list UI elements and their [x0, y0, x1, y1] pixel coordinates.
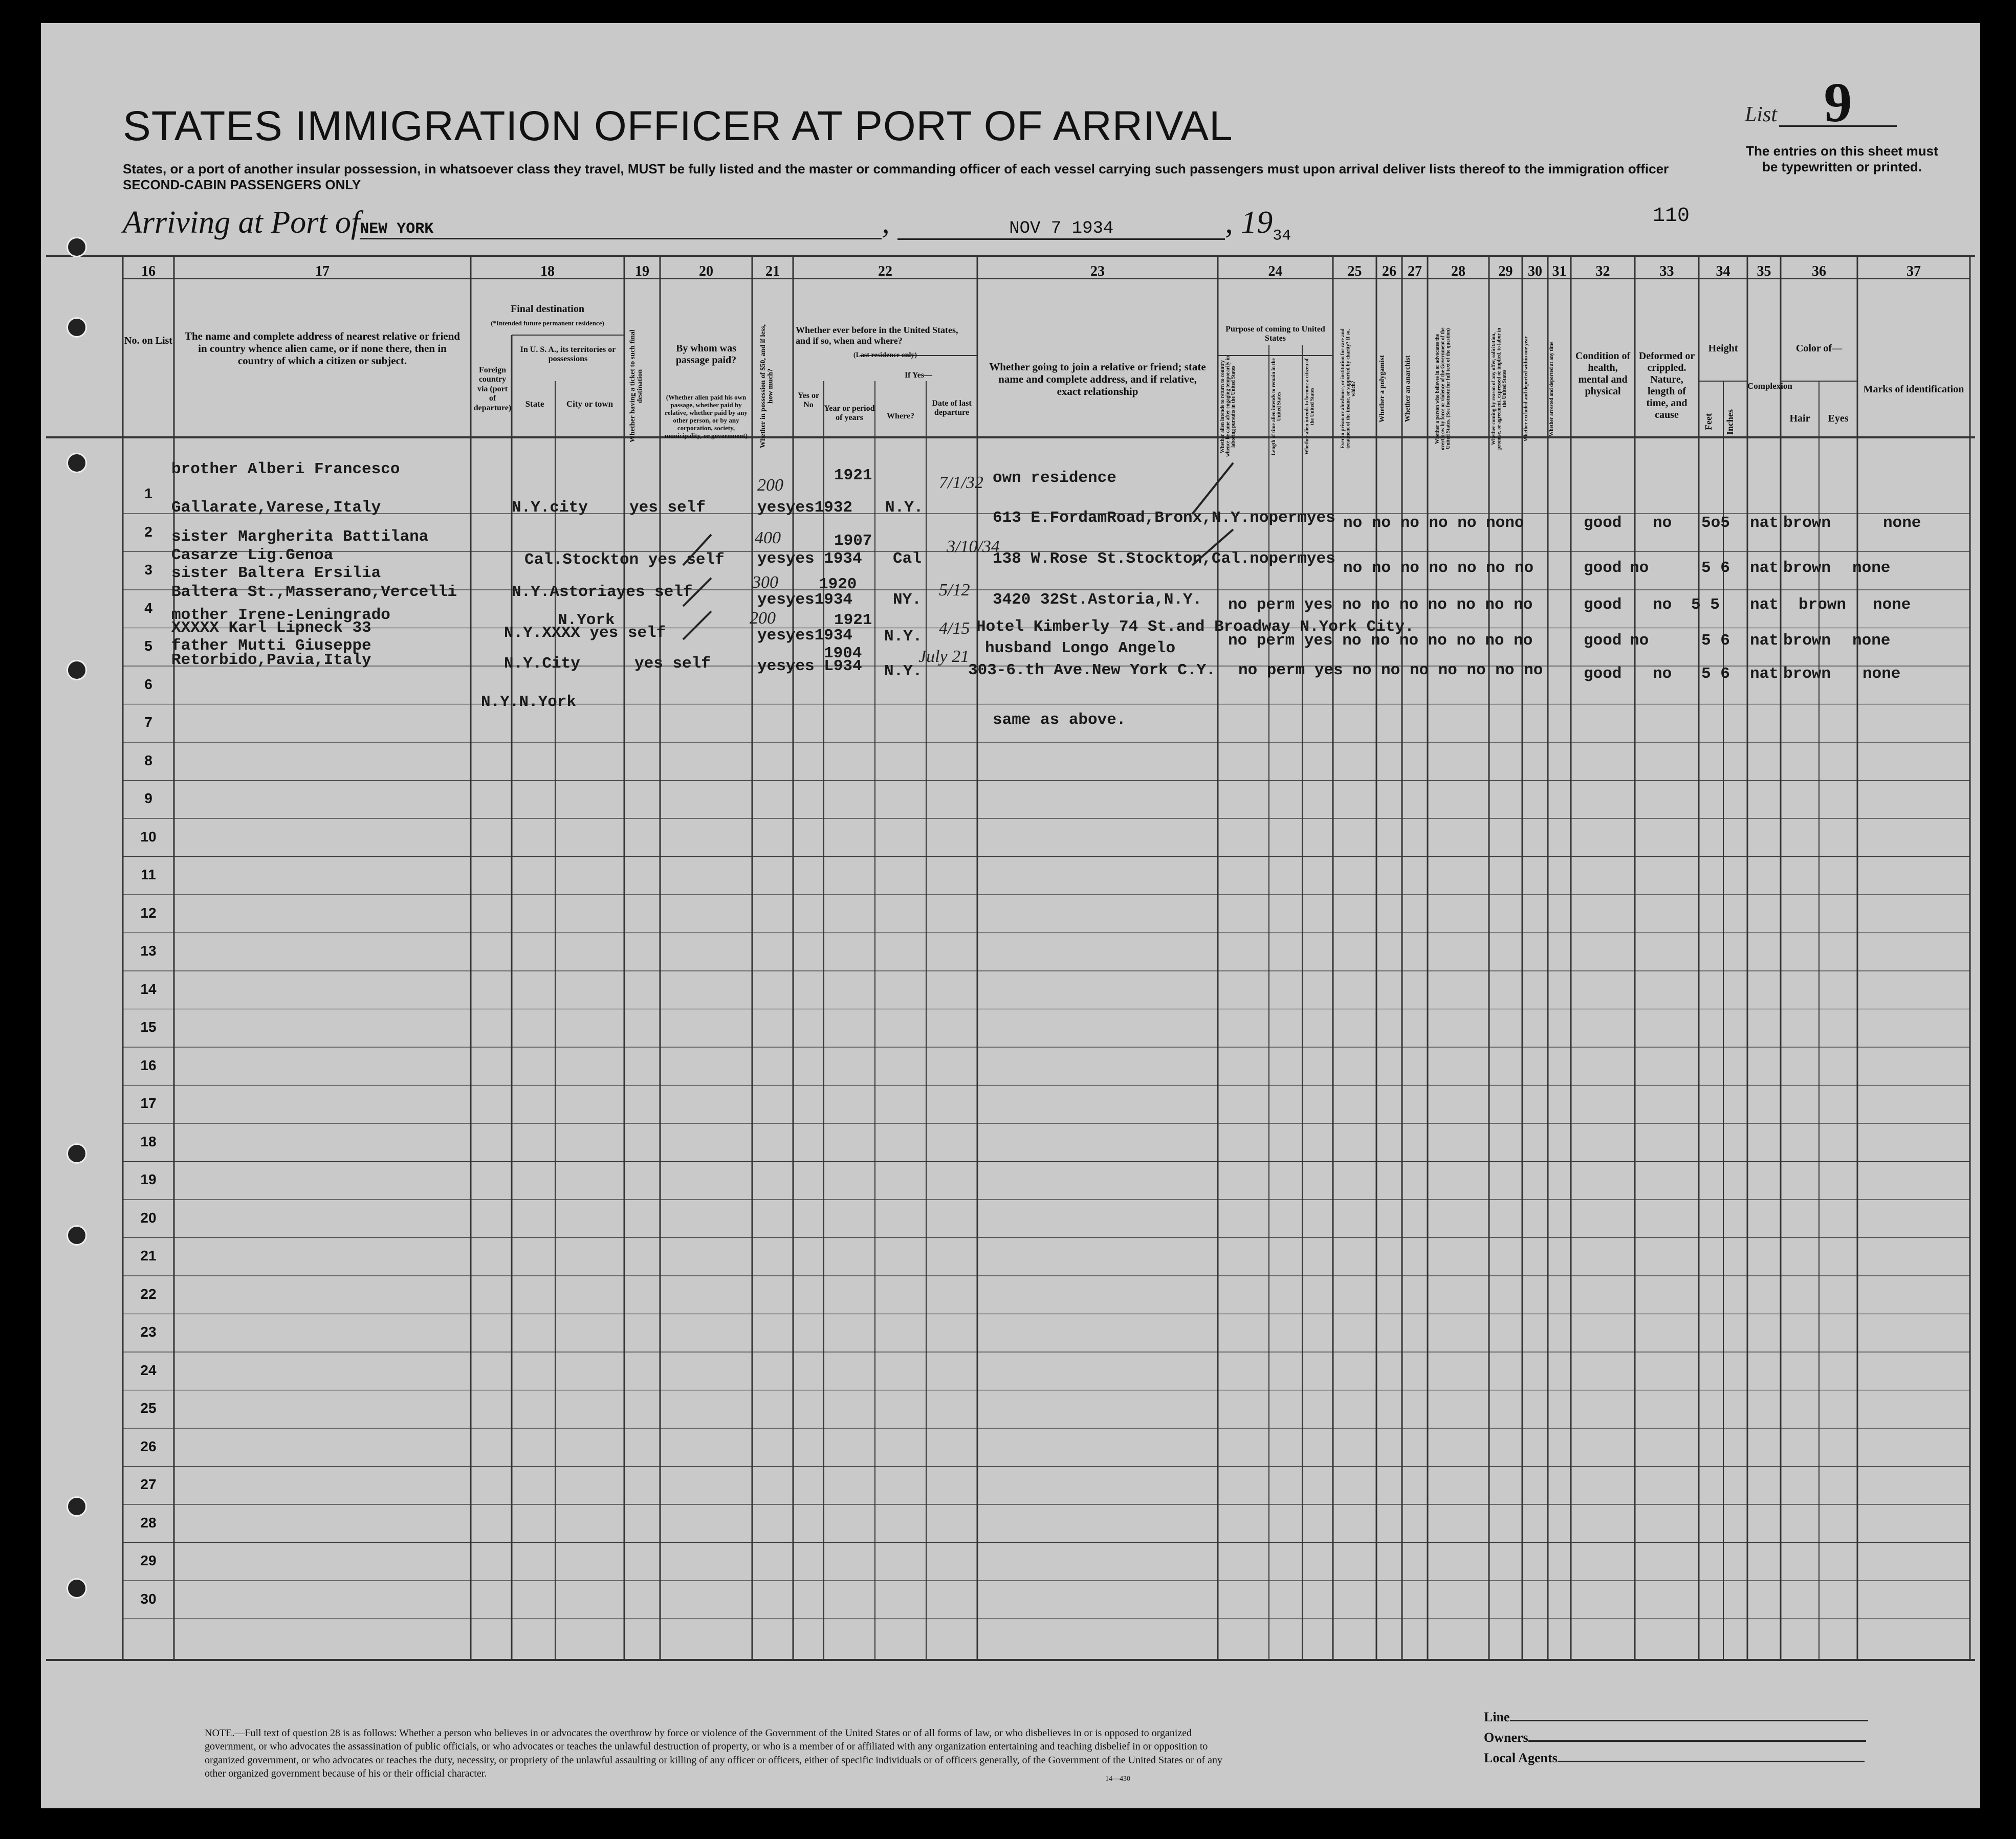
entry-2-money: 400	[755, 528, 781, 547]
binder-hole	[67, 1496, 87, 1517]
col-num-18: 18	[540, 263, 555, 279]
entries-note-line-1: The entries on this sheet must	[1746, 143, 1938, 159]
col-num-20: 20	[699, 263, 713, 279]
col-header-if-yes: If Yes—	[904, 371, 933, 380]
row-number: 28	[140, 1514, 157, 1531]
col-header-nearest-relative: The name and complete address of nearest relative or friend in country whence alien came, or if none there, then in country of which a citizen or subject.	[185, 330, 460, 367]
col-num-27: 27	[1408, 263, 1422, 279]
col-header-polygamist: Whether a polygamist	[1378, 355, 1386, 423]
entry-1-money: 200	[757, 476, 783, 495]
entry-5-marks: none	[1862, 665, 1901, 683]
entry-3-relative: sister Baltera Ersilia	[171, 564, 381, 582]
entry-4-destination: N.Y.XXXX yes self	[504, 624, 666, 642]
col-header-eyes: Eyes	[1828, 413, 1849, 424]
entry-1-health: good	[1584, 514, 1622, 532]
entry-4-date-last: 4/15	[939, 619, 970, 638]
col-num-26: 26	[1382, 263, 1396, 279]
col-num-34: 34	[1716, 263, 1730, 279]
row-number: 22	[140, 1286, 157, 1302]
entry-4-year-1: 1921	[834, 611, 872, 629]
col-num-21: 21	[765, 263, 780, 279]
entry-3-yes-years: yesyes1934	[757, 591, 853, 609]
row-number: 29	[140, 1553, 157, 1568]
row-number: 25	[140, 1400, 157, 1416]
local-agents-field	[1484, 1749, 1865, 1766]
entries-note-line-2: be typewritten or printed.	[1762, 159, 1922, 175]
entry-3-destination: N.Y.Astoriayes self	[512, 583, 693, 601]
owners-label: Owners	[1484, 1730, 1528, 1745]
col-header-in-usa: In U. S. A., its territories or possessions	[520, 345, 616, 364]
entry-5-date-last: July 21	[918, 647, 970, 666]
entry-1-marks: none	[1883, 514, 1921, 532]
col-header-date-last: Date of last departure	[932, 399, 972, 417]
col-header-final-destination-sub: (*Intended future permanent residence)	[491, 319, 604, 327]
row-number: 24	[140, 1362, 157, 1378]
instruction-line: States, or a port of another insular possession, in whatsoever class they travel, MUST be fully listed and the master or commanding officer of each vessel carrying such passengers must upon arrival deliver lists thereof to the immigration officer	[123, 161, 1669, 176]
col-header-purpose: Purpose of coming to United States	[1225, 325, 1325, 343]
row-number: 11	[141, 867, 156, 882]
entry-2-flags: no no no no no no no	[1343, 559, 1534, 577]
page-title: STATES IMMIGRATION OFFICER AT PORT OF ARRIVAL	[123, 103, 1233, 149]
sheet-code: 110	[1653, 205, 1690, 228]
entry-4-yes-years: yesyes1934	[757, 627, 853, 645]
col-header-purpose-sub2: Length of time alien intends to remain in the United States	[1271, 358, 1282, 455]
col-header-excluded: Whether excluded and deported within one year	[1523, 336, 1529, 441]
row-number: 7	[144, 714, 152, 730]
row-number: 17	[140, 1095, 157, 1111]
entry-1-deformed: no	[1653, 514, 1672, 532]
entry-6-destination: N.Y.N.York	[481, 693, 577, 711]
entry-3-marks: none	[1873, 596, 1911, 614]
col-num-19: 19	[635, 263, 649, 279]
entry-6-joining: same as above.	[993, 711, 1126, 729]
entry-1-destination: N.Y.city	[512, 499, 588, 517]
entry-2-address: Casarze Lig.Genoa	[171, 546, 334, 564]
entry-4-relative: mother Irene-Leningrado	[171, 606, 390, 624]
entry-3-flags: no perm yes no no no no no no no	[1228, 596, 1533, 614]
col-header-complexion: Complexion	[1747, 381, 1792, 391]
col-header-before-in-us: Whether ever before in the United States, and if so, when and where?	[796, 325, 958, 346]
col-header-prison: Ever in prison or almshouse, or institution for care and treatment of the insane, or supported by charity? If so, which?	[1340, 328, 1356, 449]
col-header-before-in-us-sub: (Last residence only)	[853, 351, 917, 359]
entry-3-date-last: 5/12	[939, 581, 970, 600]
col-header-city: City or town	[566, 399, 613, 409]
entry-5-joining: husband Longo Angelo	[985, 639, 1176, 657]
col-header-state: State	[525, 399, 544, 409]
col-header-purpose-sub3: Whether alien intends to become a citizen of the United States	[1304, 358, 1316, 455]
question-28-note: NOTE.—Full text of question 28 is as follows: Whether a person who believes in or advocates the overthrow by force or violence of the Government of the United States or of all forms of law, or who disbelieves in or is opposed to organized government, or who advocates the assassination of public officials, or who advocates or teaches the unlawful destruction of property, or who is a member of or affiliated with any organization entertaining and teaching disbelief in or opposition to organized government, or who advocates or teaches the duty, necessity, or propriety of the unlawful assaulting or killing of any officer or officers, either of specific individuals or of officers generally, of the Government of the United States or of any other organized government because of his or their official character.	[205, 1727, 1223, 1780]
entry-1-date-last: 7/1/32	[939, 473, 983, 492]
row-number: 6	[144, 676, 152, 692]
col-num-30: 30	[1528, 263, 1542, 279]
entry-1-hair: brown	[1783, 514, 1831, 532]
entry-4-complexion: nat	[1750, 632, 1779, 650]
col-header-no-on-list: No. on List	[124, 335, 172, 346]
entry-5-deformed: no	[1653, 665, 1672, 683]
col-header-passage-paid-sub: (Whether alien paid his own passage, whether paid by relative, whether paid by any other person, or by any corporation, society, municipality, or government)	[665, 393, 748, 439]
col-num-35: 35	[1757, 263, 1771, 279]
entry-1-address: Gallarate,Varese,Italy	[171, 499, 381, 517]
entry-5-ticket-paid: yes self	[634, 655, 711, 673]
check-marks	[41, 23, 1980, 739]
col-header-health: Condition of health, mental and physical	[1575, 350, 1631, 397]
entry-5-destination: N.Y.City	[504, 655, 580, 673]
col-num-32: 32	[1595, 263, 1610, 279]
col-header-deformed: Deformed or crippled. Nature, length of time, and cause	[1638, 350, 1695, 420]
entry-3-where: NY.	[893, 591, 922, 609]
entry-4-where: N.Y.	[884, 628, 923, 646]
entry-2-where: Cal	[893, 550, 922, 568]
col-num-29: 29	[1498, 263, 1513, 279]
col-header-hair: Hair	[1789, 413, 1810, 424]
arrival-line: Arriving at Port ofNEW YORK , NOV 7 1934 , $19_{34}$	[123, 205, 1291, 245]
entry-1-where: N.Y.	[885, 499, 924, 517]
entry-1-flags: no no no no no nono	[1343, 514, 1524, 532]
col-num-33: 33	[1659, 263, 1674, 279]
entry-4-money: 200	[750, 609, 776, 628]
row-number: 3	[144, 562, 152, 578]
entry-4-flags: no perm yes no no no no no no no	[1228, 632, 1533, 650]
agents-underline	[1558, 1749, 1865, 1762]
entry-5-year-1: 1904	[824, 645, 862, 662]
manifest-sheet	[41, 23, 1980, 1808]
col-header-inches: Inches	[1725, 409, 1735, 435]
arrival-date: NOV 7 1934	[897, 219, 1225, 240]
col-header-yes-no: Yes or No	[797, 391, 820, 410]
row-number: 12	[140, 904, 157, 921]
entry-5-hair: brown	[1783, 665, 1831, 683]
entry-1-year-1: 1921	[834, 467, 872, 484]
col-num-24: 24	[1268, 263, 1283, 279]
entry-2-joining: 138 W.Rose St.Stockton,Cal.nopermyes	[993, 550, 1335, 568]
row-number: 23	[140, 1324, 157, 1340]
entry-4-city-extra: N.York	[558, 611, 615, 629]
binder-hole	[67, 1143, 87, 1164]
entry-1-joining: 613 E.FordamRoad,Bronx,N.Y.nopermyes	[993, 509, 1335, 527]
row-number: 1	[144, 485, 152, 501]
row-number: 4	[144, 600, 152, 616]
col-num-17: 17	[315, 263, 330, 279]
entry-1-own-residence: own residence	[993, 469, 1116, 487]
col-header-ticket: Whether having a ticket to such final destination	[629, 329, 644, 443]
entry-3-address: Baltera St.,Masserano,Vercelli	[171, 583, 457, 601]
binder-hole	[67, 237, 87, 257]
col-header-height: Height	[1708, 343, 1738, 354]
entry-4-height: 5 6	[1701, 632, 1730, 650]
col-header-joining-relative: Whether going to join a relative or friend; state name and complete address, and if relative, exact relationship	[989, 361, 1206, 398]
row-number: 9	[144, 790, 152, 806]
entry-4-joining: Hotel Kimberly 74 St.and Broadway N.York City.	[976, 618, 1414, 636]
entry-2-destination: Cal.Stockton yes self	[524, 551, 725, 569]
entry-2-relative: sister Margherita Battilana	[171, 528, 429, 546]
entry-4-health: good	[1584, 632, 1622, 650]
row-number: 26	[140, 1438, 157, 1454]
list-number: 9	[1779, 79, 1897, 127]
entry-3-joining: 3420 32St.Astoria,N.Y.	[993, 591, 1202, 609]
entry-4-hair: brown	[1783, 632, 1831, 650]
col-header-passage-paid: By whom was passage paid?	[675, 343, 737, 366]
col-header-purpose-sub1: Whether alien intends to return to country whence he came after engaging temporarily in laboring pursuits in the United States	[1220, 356, 1236, 457]
local-agents-label: Local Agents	[1484, 1751, 1558, 1765]
binder-hole	[67, 1225, 87, 1246]
entry-5-complexion: nat	[1750, 665, 1779, 683]
row-number: 8	[144, 752, 152, 768]
port-value: NEW YORK	[360, 220, 882, 239]
col-header-q29: Whether coming by reason of any offer, solicitation, promise, or agreement, expressed or implied, to labor in the United States	[1491, 327, 1507, 450]
entry-2-complexion: nat	[1750, 559, 1779, 577]
row-number: 21	[140, 1248, 157, 1264]
row-number: 27	[140, 1476, 157, 1492]
entry-3-complexion: nat	[1750, 596, 1779, 614]
col-num-23: 23	[1090, 263, 1105, 279]
entry-5-health: good	[1584, 665, 1622, 683]
col-header-arrested: Whether arrested and deported at any time	[1549, 341, 1554, 436]
row-number: 15	[140, 1019, 157, 1035]
row-number: 2	[144, 523, 152, 540]
entry-2-deformed: no	[1630, 559, 1649, 577]
col-num-36: 36	[1812, 263, 1826, 279]
entry-5-flags: no perm yes no no no no no no no	[1238, 661, 1543, 679]
col-header-year: Year or period of years	[824, 404, 875, 423]
col-header-marks: Marks of identification	[1863, 384, 1964, 395]
entry-2-year-1: 1907	[834, 532, 872, 550]
entry-5-address: Retorbido,Pavia,Italy	[171, 651, 371, 669]
owners-underline	[1528, 1729, 1866, 1742]
line-label: Line	[1484, 1710, 1510, 1724]
row-number: 5	[144, 638, 152, 654]
row-number: 18	[140, 1133, 157, 1149]
col-header-foreign-country: Foreign country via (port of departure)	[473, 366, 512, 412]
year-suffix: 34	[1273, 227, 1291, 245]
col-header-where: Where?	[887, 412, 914, 420]
entry-2-date-last: 3/10/34	[947, 537, 1000, 556]
entry-1-relative: brother Alberi Francesco	[171, 460, 400, 478]
list-label: List	[1745, 103, 1778, 126]
entry-4-marks: none	[1852, 632, 1891, 650]
row-number: 19	[140, 1171, 157, 1187]
entry-5-relative: father Mutti Giuseppe	[171, 637, 371, 655]
class-label: SECOND-CABIN PASSENGERS ONLY	[123, 177, 361, 192]
entry-3-health: good	[1584, 596, 1622, 614]
col-num-37: 37	[1907, 263, 1921, 279]
line-underline	[1510, 1709, 1868, 1721]
entry-1-yes-years: yesyes1932	[757, 499, 853, 517]
col-num-22: 22	[878, 263, 892, 279]
col-num-28: 28	[1451, 263, 1465, 279]
row-number: 10	[140, 828, 157, 845]
entry-1-height: 5o5	[1701, 514, 1730, 532]
binder-hole	[67, 660, 87, 680]
arriving-label: Arriving at Port of	[123, 205, 360, 240]
entry-2-health: good	[1584, 559, 1622, 577]
binder-hole	[67, 1578, 87, 1599]
entry-5-height: 5 6	[1701, 665, 1730, 683]
col-num-25: 25	[1347, 263, 1362, 279]
col-header-anarchist: Whether an anarchist	[1404, 355, 1412, 423]
entry-3-money: 300	[752, 573, 778, 592]
entry-5-where: N.Y.	[884, 662, 923, 680]
entry-3-deformed: no	[1653, 596, 1672, 614]
row-number: 20	[140, 1209, 157, 1226]
col-header-q28: Whether a person who believes in or advocates the overthrow by force or violence of the Government of the United States. (See footnote for full text of the question)	[1435, 327, 1451, 450]
entry-4-deformed: no	[1630, 632, 1649, 650]
line-field	[1484, 1709, 1868, 1725]
entry-2-yes-years: yesyes 1934	[757, 550, 862, 568]
entry-2-height: 5 6	[1701, 559, 1730, 577]
entry-3-year-1: 1920	[819, 575, 857, 593]
row-number: 16	[140, 1057, 157, 1073]
owners-field	[1484, 1729, 1866, 1745]
entry-2-hair: brown	[1783, 559, 1831, 577]
entry-4-address: XXXXX Karl Lipneck 33	[171, 619, 371, 637]
entry-5-joining-2: 303-6.th Ave.New York C.Y.	[968, 661, 1216, 679]
col-num-31: 31	[1552, 263, 1567, 279]
entry-1-complexion: nat	[1750, 514, 1779, 532]
entry-5-yes-years: yesyes L934	[757, 657, 862, 675]
entry-3-height: 5 5	[1691, 596, 1720, 614]
row-number: 14	[140, 981, 157, 997]
col-header-color: Color of—	[1795, 343, 1843, 354]
binder-hole	[67, 453, 87, 473]
col-header-final-destination: Final destination	[511, 303, 584, 315]
entry-2-marks: none	[1852, 559, 1891, 577]
form-code: 14—430	[1105, 1775, 1130, 1783]
col-num-16: 16	[141, 263, 156, 279]
year-prefix: 19	[1241, 205, 1273, 240]
row-number: 30	[140, 1590, 157, 1607]
entry-1-ticket-paid: yes self	[629, 499, 706, 517]
row-number: 13	[140, 943, 157, 959]
entry-3-hair: brown	[1799, 596, 1847, 614]
col-header-feet: Feet	[1703, 413, 1714, 431]
binder-hole	[67, 317, 87, 338]
col-header-possession-50: Whether in possession of $50, and if less, how much?	[759, 324, 775, 449]
